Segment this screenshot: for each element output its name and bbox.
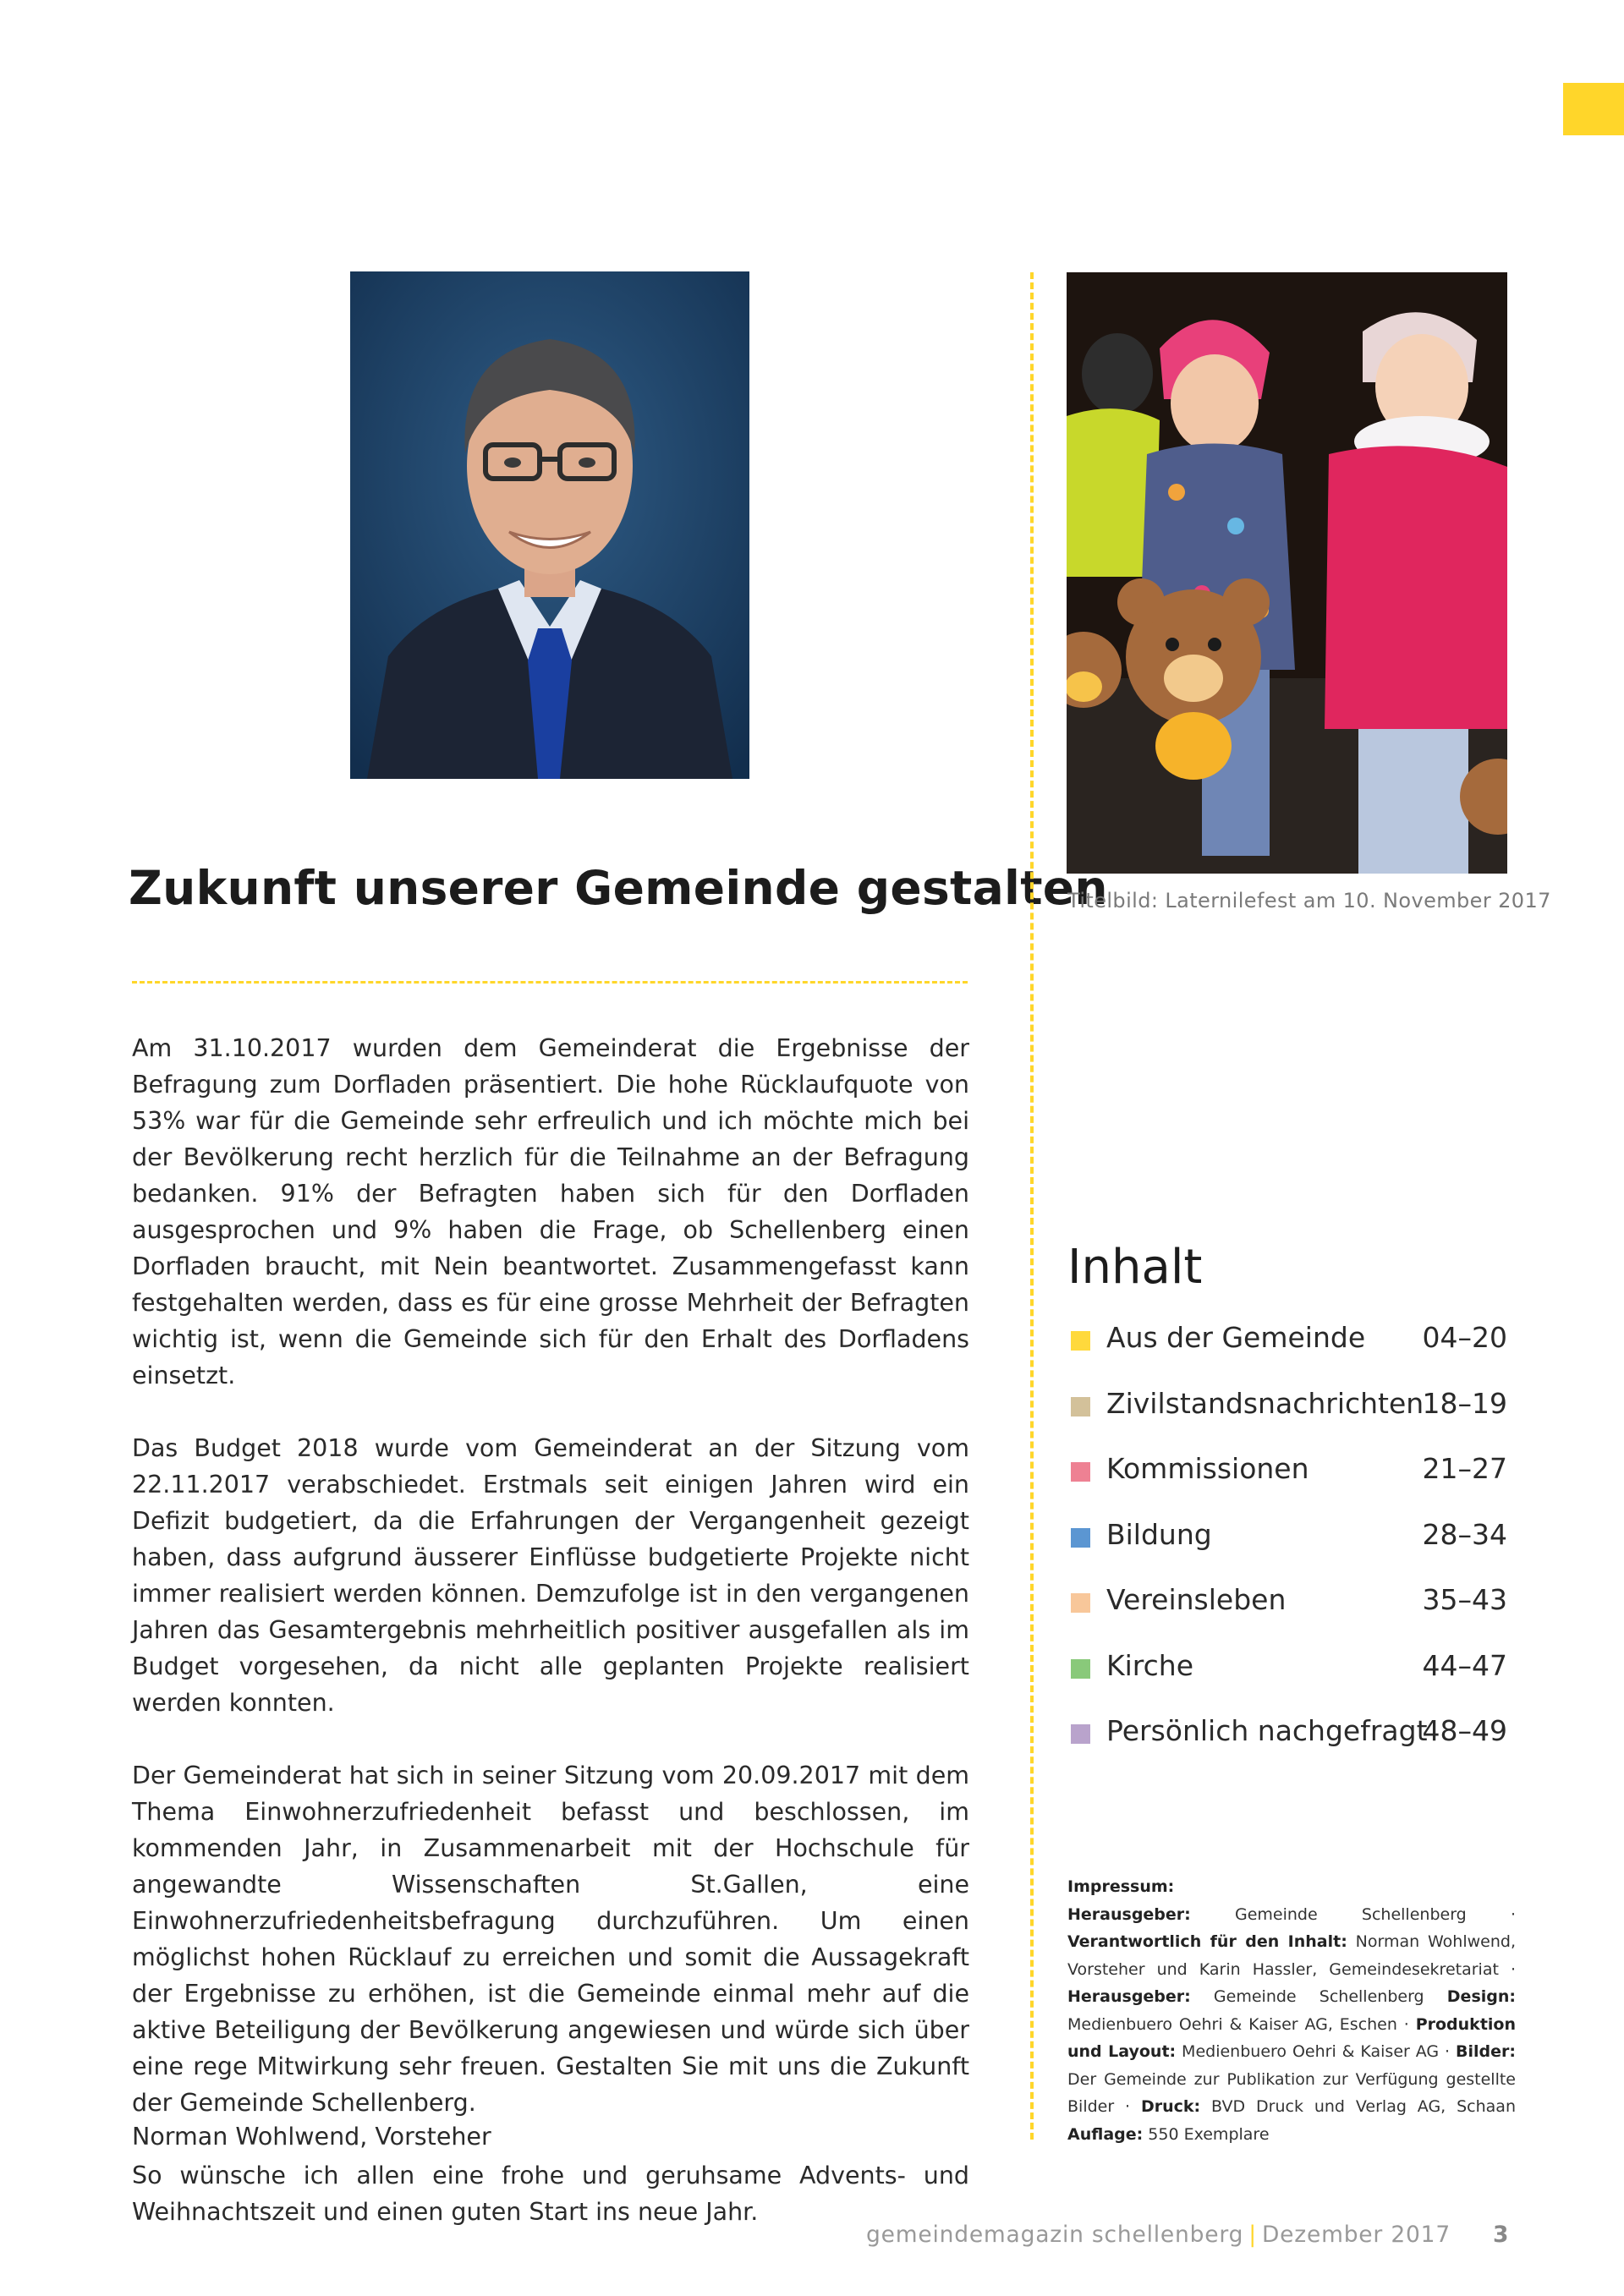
signature: Norman Wohlwend, Vorsteher: [132, 2123, 491, 2151]
paragraph: Der Gemeinderat hat sich in seiner Sitzung vom 20.09.2017 mit dem Thema Einwohnerzufriedenheit befasst und beschlossen, im kommenden Jahr, in Zusammenarbeit mit der Hochschule für angewandte Wissenschaften St.Gallen, eine Einwohnerzufriedenheitsbefragung durchzuführen. Um einen möglichst hohen Rücklauf zu erreichen und somit die Aussagekraft der Ergebnisse zu erhöhen, ist die Gemeinde einmal mehr auf die aktive Beteiligung der Bevölkerung angewiesen und würde sich über eine rege Mitwirkung sehr freuen. Gestalten Sie mit uns die Zukunft der Gemeinde Schellenberg.: [132, 1762, 969, 2117]
page-number: 3: [1493, 2222, 1509, 2248]
impressum-key: Auflage:: [1067, 2124, 1144, 2144]
toc-pages: 28–34: [1422, 1517, 1507, 1551]
color-swatch-icon: [1071, 1724, 1090, 1744]
impressum-value: BVD Druck und Verlag AG, Schaan: [1200, 2097, 1516, 2116]
impressum-key: Bilder:: [1456, 2042, 1516, 2061]
toc-label: Kommissionen: [1106, 1452, 1309, 1485]
toc-pages: 44–47: [1422, 1648, 1507, 1682]
paragraph: Am 31.10.2017 wurden dem Gemeinderat die Ergebnisse der Befragung zum Dorfladen präsentiert. Die hohe Rücklaufquote von 53% war für die Gemeinde sehr erfreulich und ich möchte mich bei der Bevölkerung recht herzlich für die Teilnahme an der Befragung bedanken. 91% der Befragten haben sich für den Dorfladen ausgesprochen und 9% haben die Frage, ob Schellenberg einen Dorfladen braucht, mit Nein beantwortet. Zusammengefasst kann festgehalten werden, dass es für eine grosse Mehrheit der Befragten wichtig ist, wenn die Gemeinde sich für den Erhalt des Dorfladens einsetzt.: [132, 1034, 969, 1389]
portrait-photo: [350, 271, 749, 779]
toc-label: Persönlich nachgefragt: [1106, 1714, 1428, 1747]
impressum-value: 550 Exemplare: [1143, 2124, 1270, 2144]
color-swatch-icon: [1071, 1659, 1090, 1679]
toc-pages: 04–20: [1422, 1321, 1507, 1354]
cover-photo: [1067, 272, 1507, 874]
impressum-value: Gemeinde Schellenberg: [1190, 1987, 1447, 2006]
paragraph: So wünsche ich allen eine frohe und geruhsame Advents- und Weihnachtszeit und einen guten Start ins neue Jahr.: [132, 2162, 969, 2226]
paragraph: Das Budget 2018 wurde vom Gemeinderat an der Sitzung vom 22.11.2017 verabschiedet. Erstmals seit einigen Jahren wird ein Defizit budgetiert, da die Erfahrungen der Vergangenheit gezeigt haben, dass aufgrund äusserer Einflüsse budgetierte Projekte nicht immer realisiert werden können. Demzufolge ist in den vergangenen Jahren das Gesamtergebnis mehrheitlich positiver ausgefallen als im Budget vorgesehen, da nicht alle geplanten Projekte realisiert werden konnten.: [132, 1434, 969, 1717]
impressum-key: Design:: [1446, 1987, 1516, 2006]
toc-item-kirche[interactable]: [1071, 1649, 1507, 1715]
impressum-value: Medienbuero Oehri & Kaiser AG ·: [1176, 2042, 1457, 2061]
footer-separator: |: [1248, 2222, 1257, 2248]
impressum-value: Medienbuero Oehri & Kaiser AG, Eschen ·: [1067, 2014, 1416, 2034]
impressum-key: Verantwortlich für den Inhalt:: [1067, 1932, 1347, 1951]
toc-pages: 18–19: [1422, 1386, 1507, 1420]
title-divider: [132, 981, 968, 984]
impressum-key: Herausgeber:: [1067, 1987, 1191, 2006]
toc-label: Aus der Gemeinde: [1106, 1321, 1366, 1354]
toc-label: Vereinsleben: [1106, 1583, 1287, 1616]
impressum-value: Der Gemeinde zur Publikation zur Verfügung gestellte Bilder ·: [1067, 2069, 1516, 2116]
column-divider: [1030, 272, 1034, 2140]
page-footer: [866, 2222, 1451, 2248]
impressum-value: Norman Wohlwend, Vorsteher und Karin Hassler, Gemeindesekretariat ·: [1067, 1932, 1517, 1979]
magazine-name: gemeindemagazin schellenberg: [866, 2222, 1244, 2248]
color-swatch-icon: [1071, 1462, 1090, 1482]
toc-label: Zivilstandsnachrichten: [1106, 1386, 1424, 1420]
impressum-key: Produktion und Layout:: [1067, 2014, 1516, 2061]
issue-date: Dezember 2017: [1261, 2222, 1451, 2248]
impressum: [1067, 1873, 1516, 2148]
toc-item-kommissionen[interactable]: [1071, 1452, 1507, 1518]
impressum-heading: Impressum:: [1067, 1877, 1175, 1896]
cover-caption: Titelbild: Laternilefest am 10. November 2017: [1067, 889, 1551, 912]
article-title: Zukunft unserer Gemeinde gestalten: [129, 861, 1108, 915]
article-body: [132, 1030, 969, 2266]
toc-item-zivilstandsnachrichten[interactable]: [1071, 1387, 1507, 1453]
color-swatch-icon: [1071, 1593, 1090, 1613]
table-of-contents: [1071, 1321, 1507, 1780]
section-tab-marker: [1563, 83, 1624, 135]
toc-heading: Inhalt: [1067, 1240, 1203, 1295]
color-swatch-icon: [1071, 1331, 1090, 1351]
color-swatch-icon: [1071, 1528, 1090, 1548]
color-swatch-icon: [1071, 1397, 1090, 1417]
toc-label: Kirche: [1106, 1648, 1194, 1682]
toc-item-persoenlich-nachgefragt[interactable]: [1071, 1714, 1507, 1780]
toc-item-bildung[interactable]: [1071, 1518, 1507, 1584]
impressum-key: Druck:: [1140, 2097, 1201, 2116]
toc-pages: 35–43: [1422, 1583, 1507, 1616]
impressum-key: Herausgeber:: [1067, 1904, 1191, 1924]
toc-item-aus-der-gemeinde[interactable]: [1071, 1321, 1507, 1387]
toc-item-vereinsleben[interactable]: [1071, 1583, 1507, 1649]
toc-pages: 48–49: [1422, 1714, 1507, 1747]
toc-label: Bildung: [1106, 1517, 1212, 1551]
impressum-value: Gemeinde Schellenberg ·: [1190, 1904, 1516, 1924]
toc-pages: 21–27: [1422, 1452, 1507, 1485]
